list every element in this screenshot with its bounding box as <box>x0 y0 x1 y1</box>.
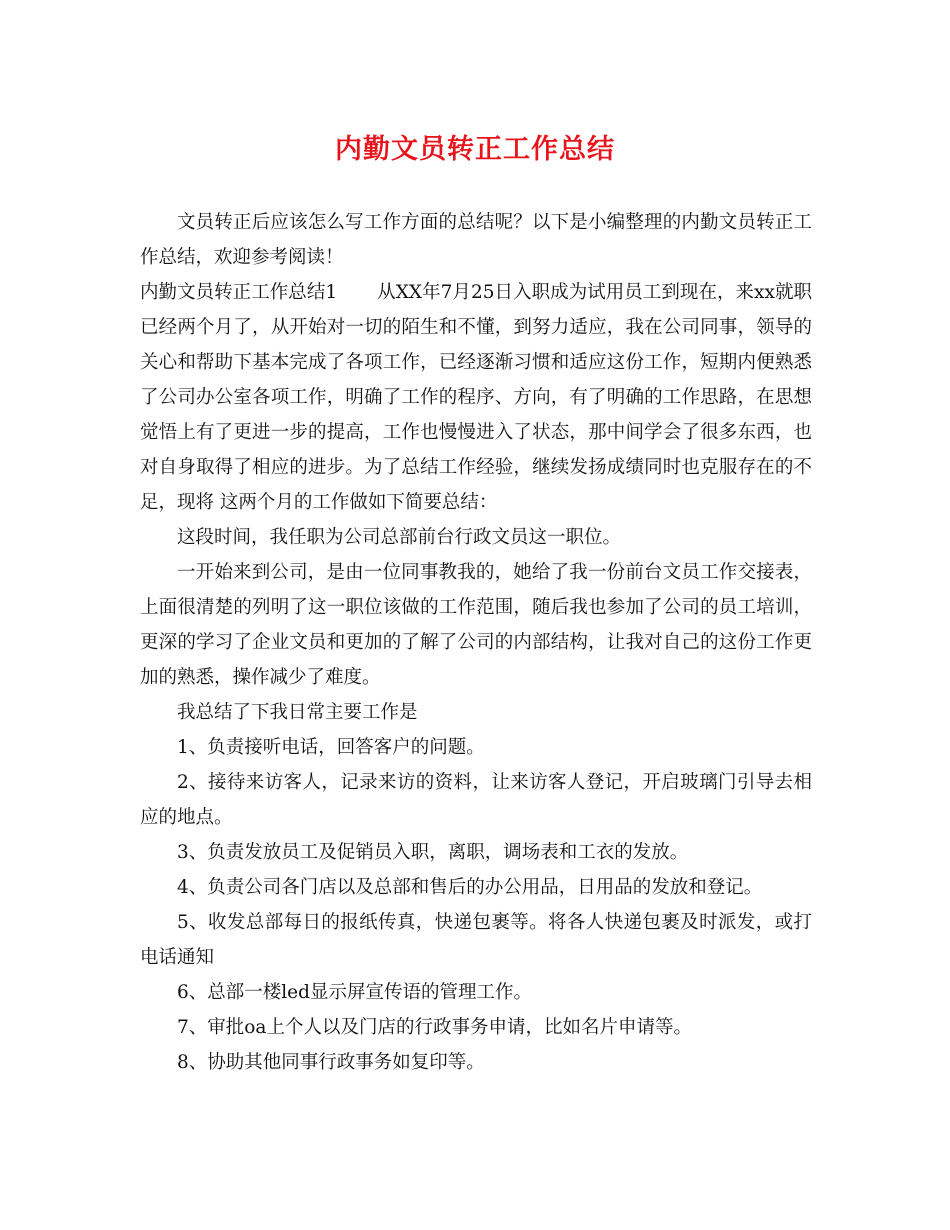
section-label: 内勤文员转正工作总结1 <box>140 282 338 303</box>
section-text: 从XX年7月25日入职成为试用员工到现在，来xx就职已经两个月了，从开始对一切的陌生和不懂，到努力适应，我在公司同事，领导的关心和帮助下基本完成了各项工作，已经逐渐习惯和适应这份工作，短期内便熟悉了公司办公室各项工作，明确了工作的程序、方向，有了明确的工作思路，在思想觉悟上有了更进一步的提高，工作也慢慢进入了状态，那中间学会了很多东西，也对自身取得了相应的进步。为了总结工作经验，继续发扬成绩同时也克服存在的不足，现将 这两个月的工作做如下简要总结： <box>140 282 812 513</box>
list-item: 4、负责公司各门店以及总部和售后的办公用品，日用品的发放和登记。 <box>177 877 763 898</box>
paragraph: 一开始来到公司，是由一位同事教我的，她给了我一份前台文员工作交接表，上面很清楚的列明了这一职位该做的工作范围，随后我也参加了公司的员工培训，更深的学习了企业文员和更加的了解了公司的内部结构，让我对自己的这份工作更加的熟悉，操作减少了难度。 <box>140 562 812 688</box>
list-item: 6、总部一楼led显示屏宣传语的管理工作。 <box>177 982 532 1003</box>
paragraph: 我总结了下我日常主要工作是 <box>177 702 418 723</box>
intro-paragraph: 文员转正后应该怎么写工作方面的总结呢？以下是小编整理的内勤文员转正工作总结，欢迎参考阅读！ <box>140 212 812 268</box>
list-item: 2、接待来访客人，记录来访的资料，让来访客人登记，开启玻璃门引导去相应的地点。 <box>140 772 812 828</box>
document-title: 内勤文员转正工作总结 <box>335 134 615 165</box>
paragraph: 这段时间，我任职为公司总部前台行政文员这一职位。 <box>177 527 622 548</box>
list-item: 3、负责发放员工及促销员入职，离职，调场表和工衣的发放。 <box>177 842 689 863</box>
list-item: 8、协助其他同事行政事务如复印等。 <box>177 1052 485 1073</box>
list-item: 7、审批oa上个人以及门店的行政事务申请，比如名片申请等。 <box>177 1017 692 1038</box>
list-item: 5、收发总部每日的报纸传真，快递包裹等。将各人快递包裹及时派发，或打电话通知 <box>140 912 812 968</box>
document-body <box>140 205 812 1080</box>
section-paragraph <box>140 275 812 520</box>
list-item: 1、负责接听电话，回答客户的问题。 <box>177 737 485 758</box>
